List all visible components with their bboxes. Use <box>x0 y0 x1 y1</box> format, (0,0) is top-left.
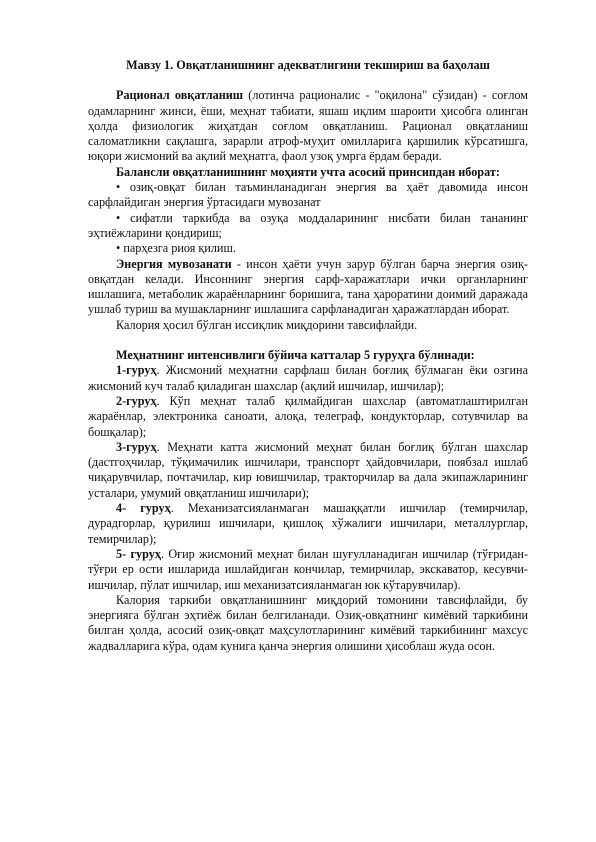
paragraph-rational-nutrition <box>88 88 528 164</box>
group-text: . Кўп меҳнат талаб қилмайдиган шахслар (автоматлаштирилган жараёнлар, электроника саноати, алоқа, телеграф, кондукторлар, сотувчилар ва бошқалар); <box>88 393 528 439</box>
group-label: 4- гуруҳ <box>116 501 171 516</box>
section-heading-groups: Меҳнатнинг интенсивлиги бўйича катталар 5 гуруҳга бўлинади: <box>116 348 475 363</box>
paragraph-text: - инсон ҳаёти учун зарур бўлган барча энергия озиқ-овқатдан келади. Инсоннинг энергия сарф-харажатлари ички органларнинг ишлашига, метаболик жараёнларнинг боришига, тана ҳароратини доимий даражада ушлаб туриш ва мушакларнинг ишлашига сарфланадиган ҳаражатлардан иборат. <box>88 256 528 317</box>
paragraph-text: (лотинча рационалис - "оқилона" сўзидан) - соғлом одамларнинг жинси, ёши, меҳнат табиати, яшаш иқлим шароити ҳисобга олинган ҳолда физиологик жиҳатдан соғлом овқатланиш. Рационал овқатланиш саломатликни сақлашга, зарарли атроф-муҳит омилларига қаршилик кўрсатишга, юқори жисмоний ва ақлий меҳнатга, фаол узоқ умрга ёрдам беради. <box>88 88 529 164</box>
group-text: . Меҳнати катта жисмоний меҳнат билан боғлиқ бўлган шахслар (дастгоҳчилар, тўқимачилик ишчилари, транспорт ҳайдовчилари, поябзал ишлаб чиқарувчилар, почтачилар, кир ювишчилар, тракторчилар ва дала экипажларининг усталари, умумий овқатланиш ишчилари); <box>88 439 528 500</box>
group-item <box>88 363 528 394</box>
group-item <box>88 547 528 593</box>
group-label: 3-гуруҳ <box>116 439 157 454</box>
group-item <box>88 501 528 547</box>
group-label: 5- гуруҳ <box>116 546 161 561</box>
bullet-item: • озиқ-овқат билан таъминланадиган энергия ва ҳаёт давомида инсон сарфлайдиган энергия ўртасидаги мувозанат <box>88 180 528 210</box>
group-text: . Жисмоний меҳнатни сарфлаш билан боғлиқ бўлмаган ёки озгина жисмоний куч талаб қиладиган шахслар (ақлий ишчилар, ишчилар); <box>88 363 528 393</box>
paragraph-energy-balance <box>88 257 528 318</box>
spacer <box>88 333 528 348</box>
group-text: . Механизатсияланмаган машаққатли ишчилар (темирчилар, дурадгорлар, қурилиш ишчилари, қишлоқ хўжалиги ишчилари, металлурглар, темирчилар); <box>88 501 528 546</box>
term-rational-nutrition: Рационал овқатланиш <box>116 88 244 103</box>
group-text: . Оғир жисмоний меҳнат билан шуғулланадиган ишчилар (тўғридан-тўғри ер ости ишларида ишлайдиган кончилар, темирчилар, экскаватор, кесувчи-ишчилар, пўлат ишчилар, иш механизатсияланмаган юк кўтарувчилар). <box>88 546 529 592</box>
bullet-item: • сифатли таркибда ва озуқа моддаларининг нисбати билан тананинг эҳтиёжларини қондириш; <box>88 210 528 240</box>
group-item <box>88 394 528 440</box>
bullet-item: • парҳезга риоя қилиш. <box>116 241 236 256</box>
document-body <box>88 58 528 654</box>
section-heading-balance: Балансли овқатланишнинг моҳияти учта асосий принсипдан иборат: <box>116 164 500 179</box>
paragraph-calorie: Калория ҳосил бўлган иссиқлик миқдорини тавсифлайди. <box>116 317 418 332</box>
term-energy-balance: Энергия мувозанати <box>116 256 232 271</box>
group-label: 1-гуруҳ <box>116 363 157 378</box>
page-title: Мавзу 1. Овқатланишнинг адекватлигини текшириш ва баҳолаш <box>126 58 490 72</box>
group-item <box>88 440 528 501</box>
paragraph-calorie-content: Калория таркиби овқатланишнинг миқдорий томонини тавсифлайди, бу энергияга бўлган эҳтиёж билан белгиланади. Озиқ-овқатнинг кимёвий таркибини билган ҳолда, асосий озиқ-овқат маҳсулотларининг кимёвий таркибининг махсус жадвалларига кўра, одам кунига қанча энергия олишини ҳисоблаш жуда осон. <box>88 592 528 653</box>
group-label: 2-гуруҳ <box>116 393 157 408</box>
